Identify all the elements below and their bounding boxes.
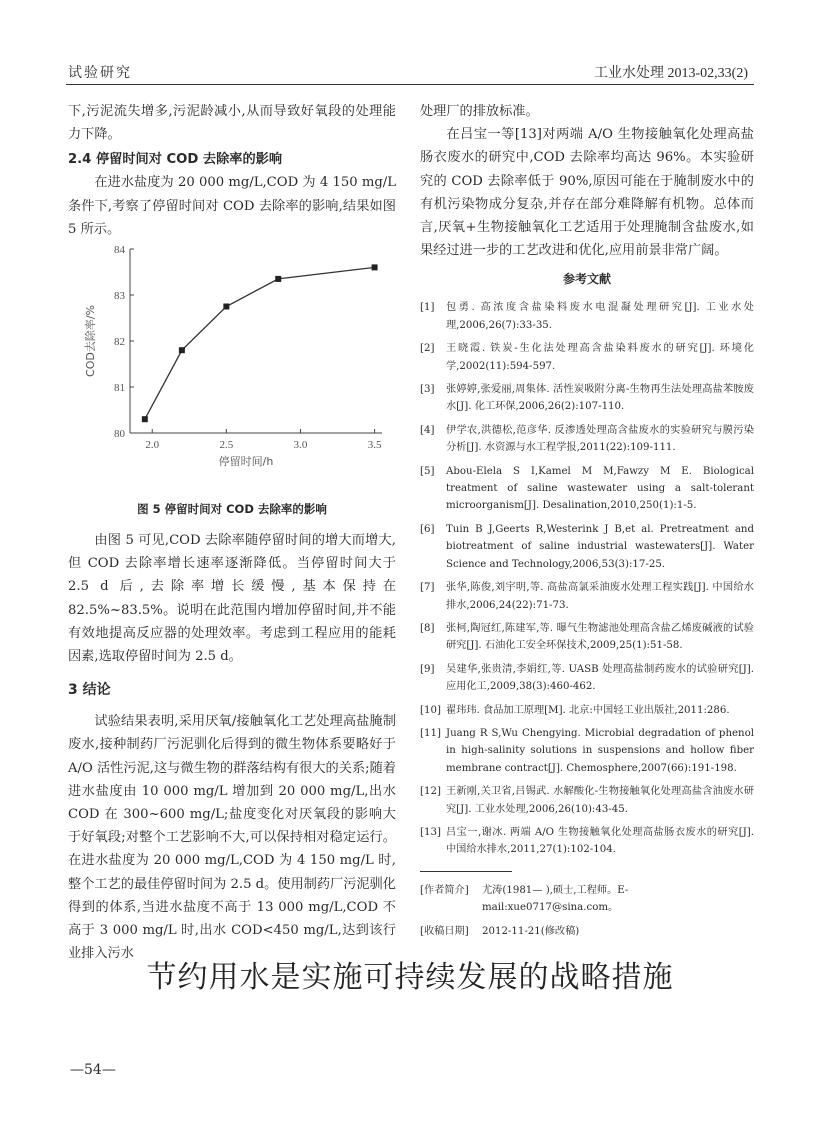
reference-text: Abou-Elela S I,Kamel M M,Fawzy M E. Biological treatment of saline wastewater using a salt-tolerant microorganism[J]. Desalination,2010,250(1):1-5.	[446, 465, 754, 512]
y-tick-label: 82	[114, 336, 125, 349]
reference-item	[420, 783, 754, 818]
reference-item	[420, 422, 754, 457]
page-number: —54—	[70, 1062, 116, 1078]
x-axis-label: 停留时间/h	[218, 455, 274, 469]
paragraph-discussion: 在吕宝一等[13]对两端 A/O 生物接触氧化处理高盐肠衣废水的研究中,COD 去除率均高达 96%。本实验研究的 COD 去除率低于 90%,原因可能在于腌制废水中的有机污染物成分复杂,并存在部分难降解有机物。总体而言,厌氧+生物接触氧化工艺适用于处理腌制含盐废水,如果经过进一步的工艺改进和优化,应用前景非常广阔。	[420, 127, 754, 259]
series-line	[145, 267, 375, 419]
received-date-text: 2012-11-21(修改稿)	[482, 925, 580, 937]
y-tick-label: 80	[114, 428, 125, 441]
figure-caption: 图 5 停留时间对 COD 去除率的影响	[137, 502, 327, 517]
reference-text: 张华,陈俊,刘宇明,等. 高盐高氯采油废水处理工程实践[J]. 中国给水排水,2006,24(22):71-73.	[446, 582, 754, 611]
slogan-banner: 节约用水是实施可持续发展的战略措施	[146, 960, 674, 995]
reference-number: [1]	[420, 302, 435, 314]
reference-item	[420, 824, 754, 859]
data-point	[275, 276, 281, 282]
reference-text: 吴建华,张贵清,李娟红,等. UASB 处理高盐制药废水的试验研究[J]. 应用化工,2009,38(3):460-462.	[446, 663, 754, 693]
x-tick-label: 3.5	[367, 439, 382, 452]
data-point	[142, 416, 148, 422]
section-label: 试验研究	[68, 65, 132, 81]
reference-number: [12]	[420, 786, 441, 798]
reference-number: [4]	[420, 424, 435, 436]
reference-number: [7]	[420, 582, 435, 594]
reference-item	[420, 521, 754, 573]
section-heading-conclusion: 3 结论	[68, 682, 111, 699]
reference-text: 伊学农,洪德松,范彦华. 反渗透处理高含盐废水的实验研究与膜污染分析[J]. 水资源与水工程学报,2011(22):109-111.	[446, 424, 754, 454]
right-column	[420, 100, 754, 946]
paragraph-analysis: 由图 5 可见,COD 去除率随停留时间的增大而增大,但 COD 去除率增长速率逐渐降低。当停留时间大于 2.5 d 后,去除率增长缓慢,基本保持在 82.5%~83.5%。说明在此范围内增加停留时间,并不能有效地提高反应器的处理效率。考虑到工程应用的能耗因素,选取停留时间为 2.5 d。	[68, 533, 396, 665]
reference-text: 吕宝一,谢冰. 两端 A/O 生物接触氧化处理高盐肠衣废水的研究[J]. 中国给水排水,2011,27(1):102-104.	[446, 826, 754, 856]
cod-removal-chart	[68, 243, 396, 501]
paragraph-experiment: 在进水盐度为 20 000 mg/L,COD 为 4 150 mg/L 条件下,考察了停留时间对 COD 去除率的影响,结果如图 5 所示。	[68, 175, 396, 237]
author-note	[420, 882, 754, 917]
y-axis-label: COD去除率/%	[84, 305, 97, 377]
reference-number: [10]	[420, 704, 441, 716]
reference-number: [3]	[420, 384, 435, 396]
reference-text: Tuin B J,Geerts R,Westerink J B,et al. Pretreatment and biotreatment of saline industrial wastewaters[J]. Water Science and Technology,2006,53(3):17-25.	[446, 523, 754, 570]
reference-text: 张婷婷,张爱丽,周集体. 活性炭吸附分离-生物再生法处理高盐苯胺废水[J]. 化工环保,2006,26(2):107-110.	[446, 384, 754, 413]
reference-number: [13]	[420, 826, 441, 838]
reference-number: [2]	[420, 343, 435, 355]
subsection-heading: 2.4 停留时间对 COD 去除率的影响	[68, 152, 283, 168]
footnote-rule	[420, 871, 512, 872]
journal-info: 工业水处理 2013-02,33(2)	[594, 66, 748, 81]
reference-item	[420, 463, 754, 515]
reference-number: [9]	[420, 663, 435, 675]
reference-item	[420, 381, 754, 416]
reference-list	[420, 299, 754, 858]
reference-text: 张柯,陶冠红,陈建军,等. 曝气生物滤池处理高含盐乙烯废碱液的试验研究[J]. 石油化工安全环保技术,2009,25(1):51-58.	[446, 622, 754, 652]
paragraph-continued: 下,污泥流失增多,污泥龄减小,从而导致好氧段的处理能力下降。	[68, 104, 396, 143]
paragraph-conclusion: 试验结果表明,采用厌氧/接触氧化工艺处理高盐腌制废水,接种制药厂污泥驯化后得到的微生物体系要略好于 A/O 活性污泥,这与微生物的群落结构有很大的关系;随着进水盐度由 10 000 mg/L 增加到 20 000 mg/L,出水 COD 在 300~600 mg/L;盐度变化对厌氧段的影响大于好氧段;对整个工艺影响不大,可以保持相对稳定运行。在进水盐度为 20 000 mg/L,COD 为 4 150 mg/L 时,整个工艺的最佳停留时间为 2.5 d。使用制药厂污泥驯化得到的体系,当进水盐度不高于 13 000 mg/L,COD 不高于 3 000 mg/L 时,出水 COD<450 mg/L,达到该行业排入污水	[68, 714, 396, 962]
author-note-text: 尤涛(1981— ),硕士,工程师。E-mail:xue0717@sina.com。	[482, 884, 629, 914]
data-point	[179, 347, 185, 353]
data-point	[372, 264, 378, 270]
reference-item	[420, 579, 754, 614]
reference-text: 王晓霞. 铁炭-生化法处理高含盐染料废水的研究[J]. 环境化学,2002(11):594-597.	[446, 343, 754, 372]
reference-item	[420, 702, 754, 719]
reference-item	[420, 340, 754, 375]
received-date	[420, 923, 754, 940]
reference-item	[420, 299, 754, 334]
reference-number: [6]	[420, 523, 435, 535]
paragraph-continued-right: 处理厂的排放标准。	[420, 104, 539, 119]
x-tick-label: 3.0	[293, 439, 308, 452]
reference-number: [5]	[420, 465, 435, 477]
left-column	[68, 100, 396, 965]
reference-text: Juang R S,Wu Chengying. Microbial degradation of phenol in high-salinity solutions in suspensions and hollow fiber membrane contract[J]. Chemosphere,2007(66):191-198.	[446, 727, 754, 774]
y-tick-label: 81	[114, 382, 125, 395]
reference-item	[420, 725, 754, 777]
reference-text: 翟玮玮. 食品加工原理[M]. 北京:中国轻工业出版社,2011:286.	[446, 704, 730, 716]
y-tick-label: 83	[114, 290, 125, 303]
reference-item	[420, 620, 754, 655]
y-tick-label: 84	[114, 244, 125, 257]
received-date-label: [收稿日期]	[420, 925, 469, 937]
data-point	[223, 304, 229, 310]
reference-text: 包勇. 高浓度含盐染料废水电混凝处理研究[J]. 工业水处理,2006,26(7):33-35.	[446, 302, 754, 331]
header-rule	[66, 84, 754, 85]
reference-number: [8]	[420, 622, 435, 634]
references-heading: 参考文献	[562, 272, 611, 287]
figure-5	[68, 243, 396, 501]
reference-number: [11]	[420, 727, 441, 739]
reference-item	[420, 661, 754, 696]
reference-text: 王新刚,关卫省,吕锡武. 水解酸化-生物接触氧化处理高盐含油废水研究[J]. 工业水处理,2006,26(10):43-45.	[446, 786, 754, 815]
author-note-label: [作者简介]	[420, 884, 469, 896]
x-tick-label: 2.5	[219, 439, 234, 452]
x-tick-label: 2.0	[145, 439, 160, 452]
